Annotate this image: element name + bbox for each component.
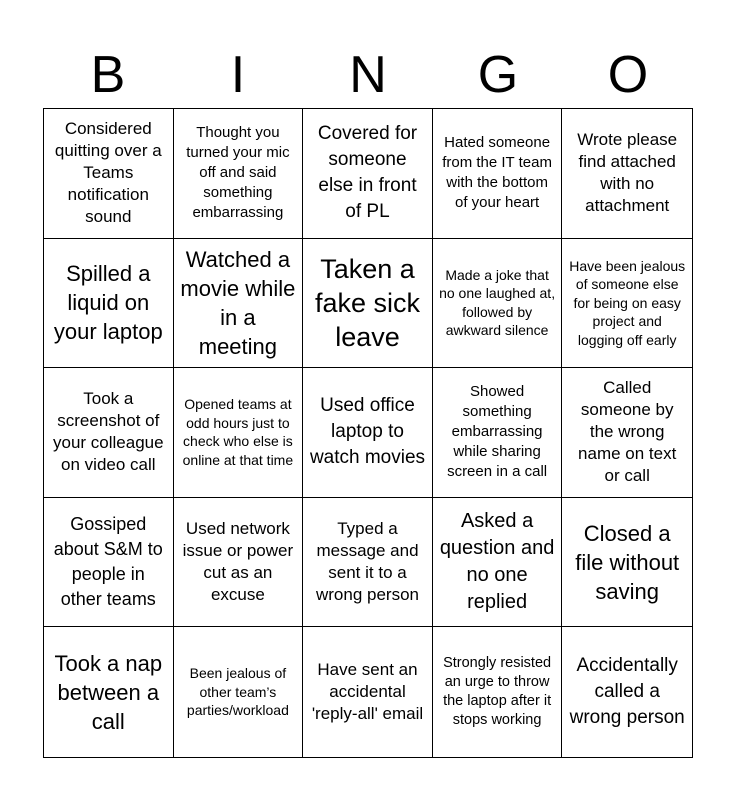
bingo-cell[interactable]: [44, 239, 174, 369]
cell-text: Closed a file without saving: [575, 520, 680, 604]
bingo-cell[interactable]: [174, 498, 304, 628]
cell-text: Showed something embarrassing while sharing screen in a call: [447, 383, 548, 481]
bingo-cell[interactable]: [303, 239, 433, 369]
bingo-cell[interactable]: [44, 498, 174, 628]
bingo-cell[interactable]: [433, 109, 563, 239]
header-letter-g: G: [477, 46, 519, 104]
cell-text: Took a screenshot of your colleague on video call: [53, 389, 164, 475]
header-letter-b: B: [90, 46, 126, 104]
cell-text: Asked a question and no one replied: [439, 510, 555, 614]
cell-text: Been jealous of other team’s parties/workload: [186, 665, 289, 719]
cell-text: Covered for someone else in front of PL: [317, 123, 418, 223]
cell-text: Made a joke that no one laughed at, followed by awkward silence: [439, 266, 556, 339]
cell-text: Have been jealous of someone else for being on easy project and logging off early: [569, 257, 686, 348]
cell-text: Considered quitting over a Teams notification sound: [54, 119, 162, 227]
bingo-cell[interactable]: [562, 368, 692, 498]
cell-text: Taken a fake sick leave: [314, 253, 421, 352]
cell-text: Hated someone from the IT team with the bottom of your heart: [442, 134, 552, 212]
bingo-board: [43, 108, 693, 758]
cell-text: Gossiped about S&M to people in other teams: [53, 514, 163, 610]
bingo-cell[interactable]: [433, 368, 563, 498]
bingo-cell[interactable]: [562, 627, 692, 757]
bingo-cell[interactable]: [174, 627, 304, 757]
cell-text: Wrote please find attached with no attachment: [577, 130, 678, 216]
cell-text: Accidentally called a wrong person: [569, 655, 685, 729]
bingo-cell[interactable]: [562, 109, 692, 239]
cell-text: Thought you turned your mic off and said something embarrassing: [186, 124, 290, 222]
cell-text: Used office laptop to watch movies: [309, 395, 426, 469]
cell-text: Watched a movie while in a meeting: [180, 246, 296, 359]
bingo-cell[interactable]: [562, 498, 692, 628]
bingo-cell[interactable]: [562, 239, 692, 369]
bingo-cell[interactable]: [174, 109, 304, 239]
bingo-cell[interactable]: [44, 627, 174, 757]
cell-text: Typed a message and sent it to a wrong person: [315, 519, 419, 605]
bingo-cell[interactable]: [303, 627, 433, 757]
bingo-cell[interactable]: [44, 109, 174, 239]
cell-text: Spilled a liquid on your laptop: [53, 261, 163, 345]
bingo-cell[interactable]: [433, 627, 563, 757]
cell-text: Strongly resisted an urge to throw the laptop after it stops working: [443, 655, 552, 729]
bingo-cell[interactable]: [303, 368, 433, 498]
header-letter-n: N: [349, 46, 387, 104]
bingo-header: [43, 44, 693, 106]
bingo-cell[interactable]: [433, 498, 563, 628]
bingo-cell[interactable]: [44, 368, 174, 498]
cell-text: Called someone by the wrong name on text or call: [578, 378, 677, 486]
cell-text: Used network issue or power cut as an excuse: [182, 519, 294, 605]
cell-text: Opened teams at odd hours just to check who else is online at that time: [182, 396, 294, 468]
cell-text: Took a nap between a call: [54, 650, 163, 734]
bingo-cell[interactable]: [433, 239, 563, 369]
bingo-cell[interactable]: [174, 239, 304, 369]
cell-text: Have sent an accidental 'reply-all' email: [311, 660, 424, 724]
header-letter-i: I: [230, 46, 246, 104]
bingo-cell[interactable]: [303, 498, 433, 628]
bingo-cell[interactable]: [174, 368, 304, 498]
header-letter-o: O: [607, 46, 649, 104]
bingo-cell[interactable]: [303, 109, 433, 239]
